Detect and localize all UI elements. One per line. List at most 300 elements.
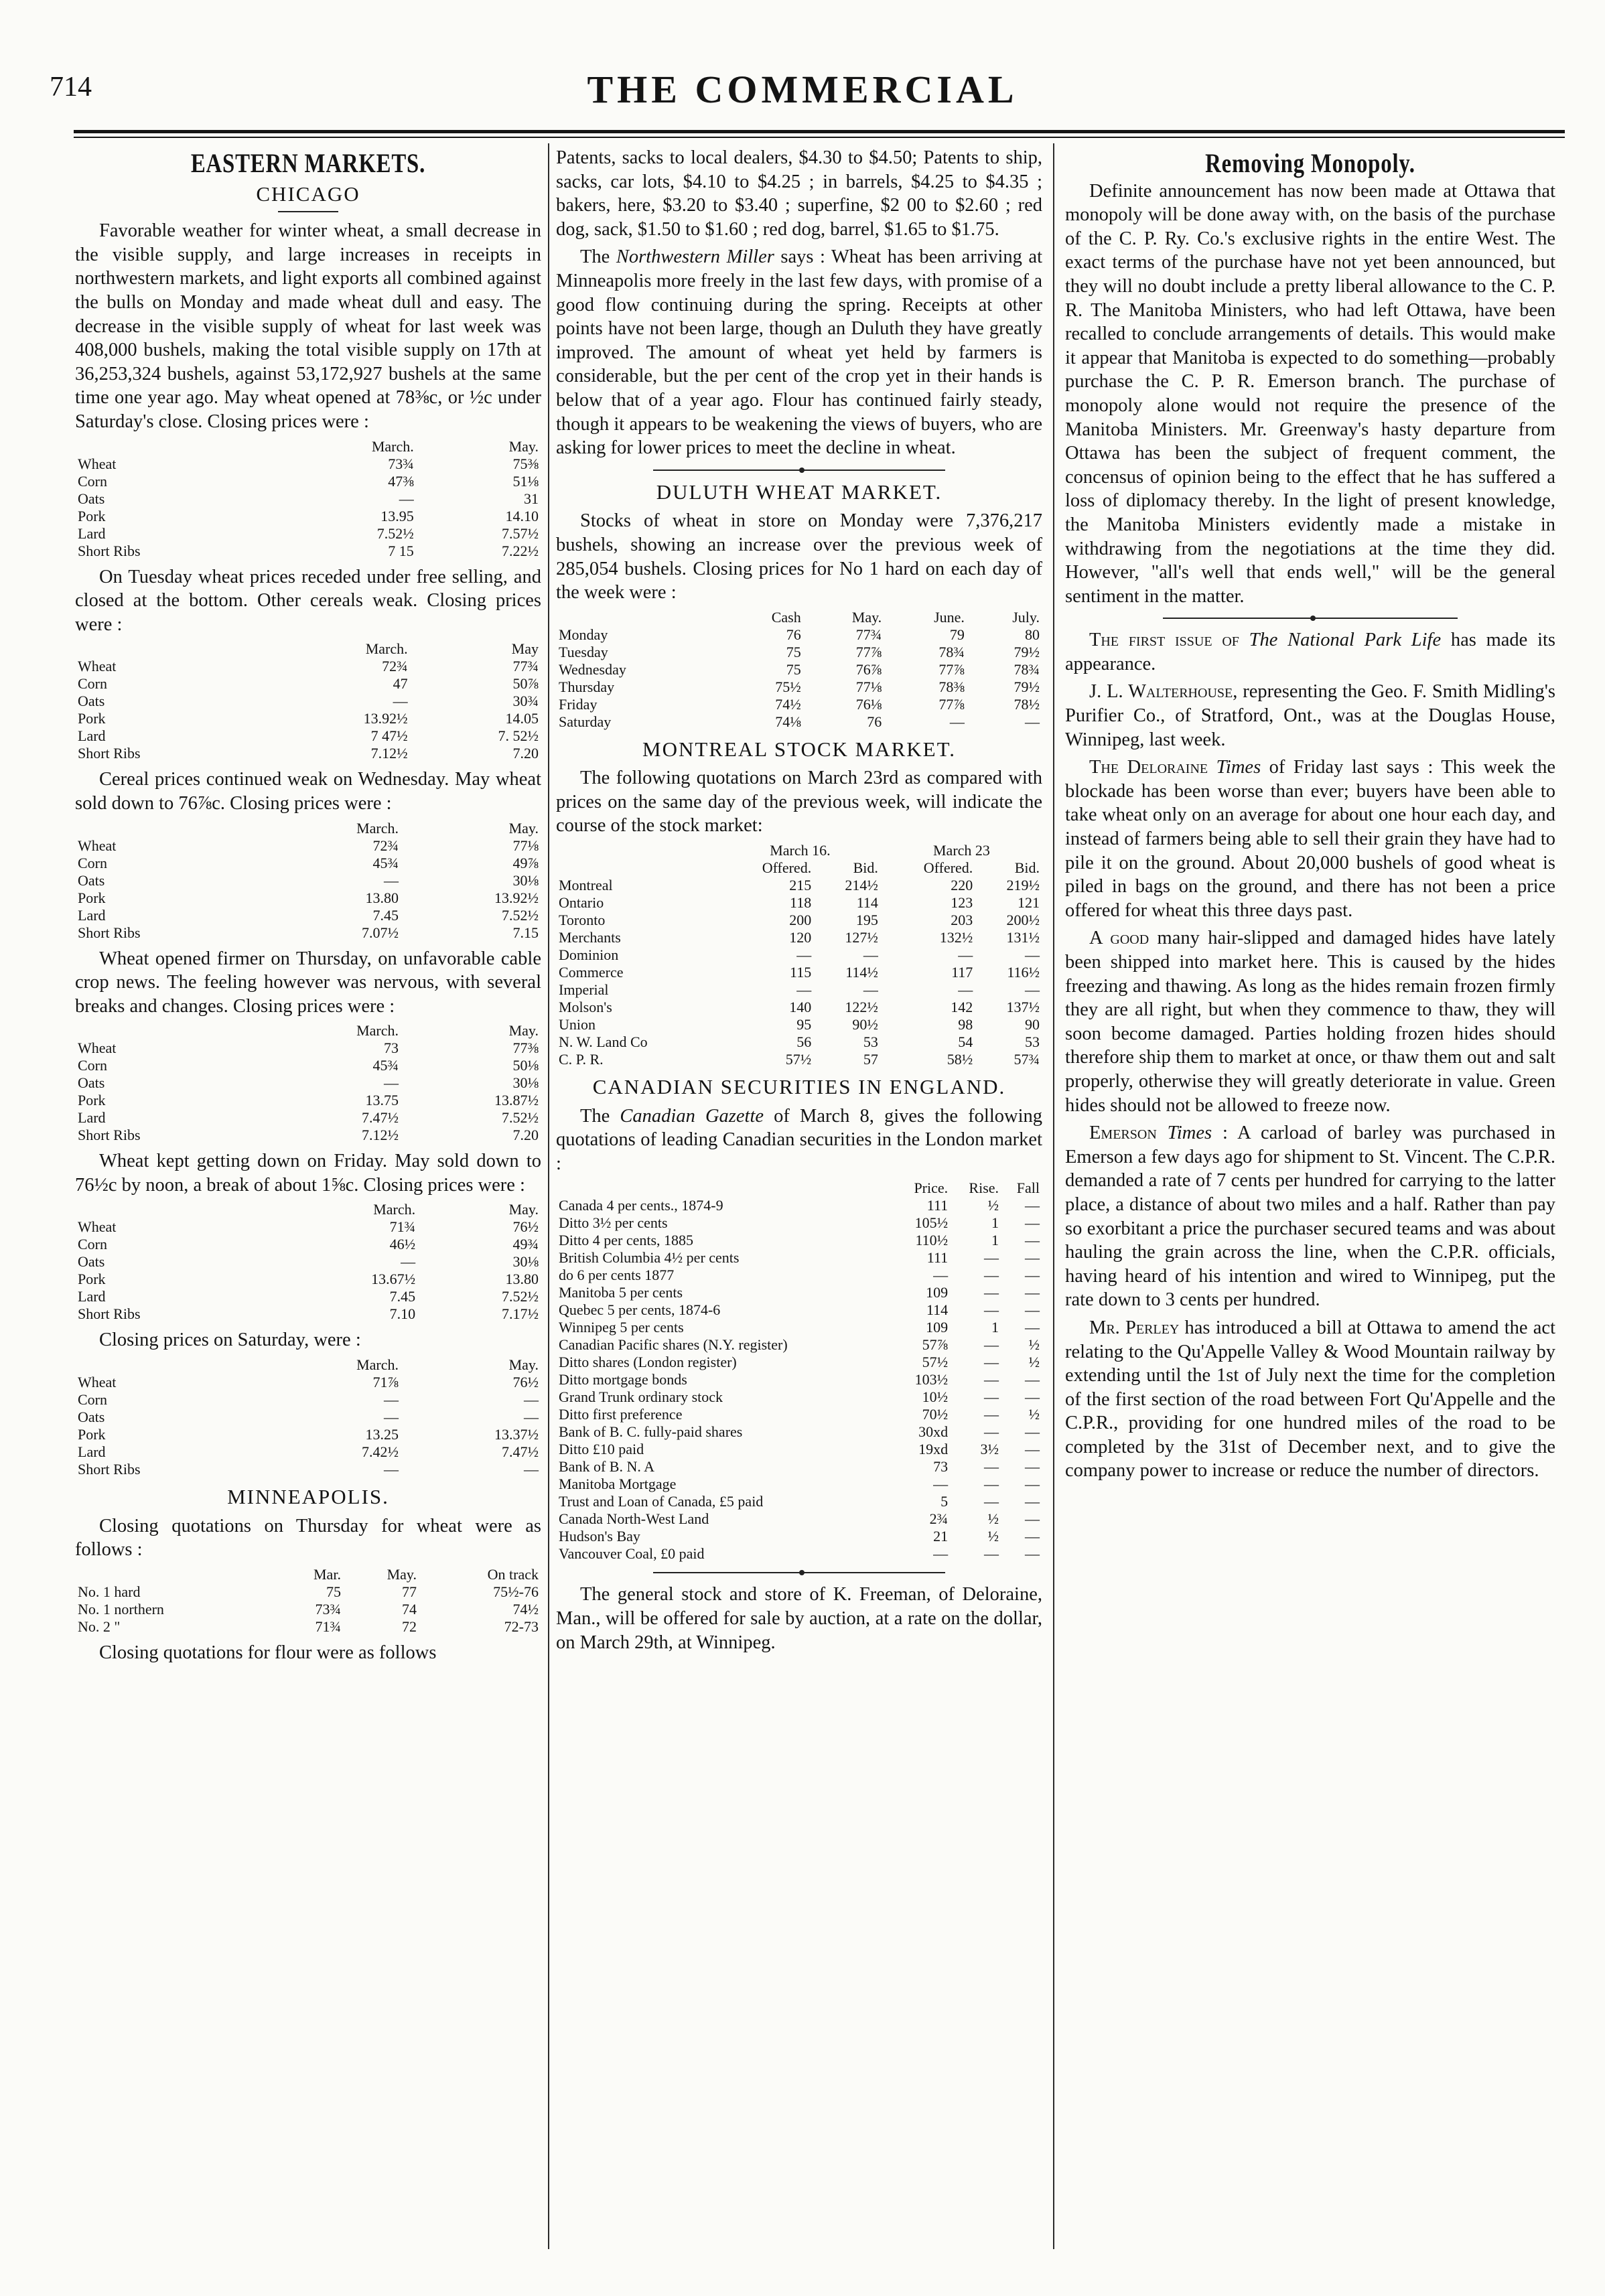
table-column-header: On track — [487, 1565, 539, 1583]
table-cell: 30⅛ — [512, 1074, 539, 1092]
table-cell: 73 — [384, 1039, 399, 1057]
table-row — [75, 745, 541, 762]
table-column-header: May. — [508, 437, 539, 455]
table-cell: 75½ — [775, 678, 801, 695]
table-header-row — [75, 640, 541, 658]
chicago-tuesday-table — [75, 640, 541, 762]
minneapolis-paragraph: Closing quotations on Thursday for wheat were as follows : — [75, 1515, 541, 1561]
table-row — [556, 1388, 1042, 1406]
table-row-label: Ditto 3½ per cents — [559, 1214, 668, 1232]
table-cell: — — [1025, 1284, 1040, 1301]
table-row — [75, 907, 541, 924]
table-row — [75, 1218, 541, 1236]
table-cell: 118 — [790, 894, 812, 912]
table-cell: 30⅛ — [512, 871, 539, 889]
table-cell: 105½ — [914, 1214, 949, 1232]
table-row — [556, 1336, 1042, 1354]
table-cell: — — [384, 1461, 399, 1478]
table-cell: 7.45 — [372, 906, 399, 924]
table-cell: 220 — [951, 877, 973, 894]
table-cell: — — [984, 1545, 999, 1563]
table-cell: 2¾ — [929, 1510, 949, 1528]
table-row-label: Oats — [78, 1253, 105, 1271]
table-group-header: March 16. — [770, 842, 831, 859]
table-header-row — [75, 820, 541, 837]
table-cell: 74⅛ — [775, 713, 801, 730]
table-row-label: Canada North-West Land — [559, 1510, 709, 1528]
table-cell: — — [1025, 1249, 1040, 1267]
table-cell: 14.05 — [505, 710, 539, 727]
table-cell: — — [384, 1409, 399, 1426]
table-cell: 78¾ — [938, 643, 965, 660]
chicago-thursday-paragraph: Wheat opened firmer on Thursday, on unfavorable cable crop news. The feeling however was nervous, with several breaks and changes. Closing prices were : — [75, 948, 541, 1017]
table-cell: 75 — [786, 660, 801, 678]
table-cell: — — [984, 1249, 999, 1267]
table-row — [556, 661, 1042, 678]
table-column-header: March. — [356, 1356, 399, 1374]
flour-quotations-paragraph: Closing quotations for flour were as follows — [99, 1642, 437, 1663]
table-cell: 5 — [940, 1493, 949, 1510]
table-cell: 51⅛ — [512, 472, 539, 490]
table-cell: — — [1025, 1476, 1040, 1493]
table-cell: — — [796, 946, 812, 964]
table-cell: 57¾ — [1014, 1051, 1040, 1068]
table-cell: 121 — [1018, 894, 1040, 912]
table-cell: 195 — [855, 912, 878, 929]
table-row-label: Toronto — [559, 912, 606, 929]
text-run: The Deloraine — [1089, 757, 1216, 778]
table-row — [556, 1051, 1042, 1068]
table-row — [556, 1406, 1042, 1423]
table-cell: 131½ — [1006, 929, 1040, 946]
table-row — [556, 1232, 1042, 1249]
text-run: A good — [1089, 928, 1149, 949]
table-cell: 109 — [926, 1319, 949, 1336]
table-column-header: Bid. — [1014, 859, 1040, 877]
table-cell: 47⅜ — [388, 472, 414, 490]
table-cell: 77⅞ — [938, 695, 965, 713]
table-cell: 7.52½ — [502, 1109, 539, 1127]
table-cell: 46½ — [389, 1236, 416, 1253]
table-cell: 54 — [958, 1033, 973, 1051]
table-cell: 77¾ — [512, 658, 539, 675]
table-row-label: Corn — [78, 472, 107, 490]
table-row-label: Pork — [78, 1271, 106, 1288]
table-row — [556, 1528, 1042, 1545]
table-row — [75, 1074, 541, 1092]
table-row — [75, 1305, 541, 1323]
table-cell: — — [984, 1371, 999, 1388]
table-row-label: Manitoba Mortgage — [559, 1476, 677, 1493]
table-cell: — — [1025, 1197, 1040, 1214]
table-column-header: March. — [356, 819, 399, 837]
table-row-label: Hudson's Bay — [559, 1528, 640, 1545]
table-row-label: Ontario — [559, 894, 604, 912]
table-row-label: No. 2 " — [78, 1618, 121, 1635]
chicago-friday-paragraph: Wheat kept getting down on Friday. May sold down to 76½c by noon, a break of about 1⅝c. Closing prices were : — [75, 1151, 541, 1196]
table-cell: 13.80 — [505, 1271, 539, 1288]
table-row-label: Wheat — [78, 1218, 117, 1236]
table-blank-cell — [556, 859, 719, 877]
table-row — [75, 872, 541, 889]
table-column-header: May. — [508, 1022, 539, 1039]
table-cell: 74½ — [512, 1600, 539, 1618]
table-cell: — — [984, 1336, 999, 1354]
table-cell: 50⅞ — [512, 675, 539, 693]
table-cell: 77⅞ — [938, 660, 965, 678]
table-cell: 132½ — [939, 929, 973, 946]
table-cell: — — [984, 1476, 999, 1493]
table-cell: 72¾ — [382, 658, 408, 675]
table-header-row — [556, 1179, 1042, 1197]
table-column-header: Fall — [1016, 1179, 1040, 1197]
table-cell: — — [984, 1267, 999, 1284]
table-row — [556, 644, 1042, 661]
table-row-label: Pork — [78, 507, 106, 524]
table-cell: 58½ — [947, 1051, 973, 1068]
table-cell: 111 — [926, 1249, 949, 1267]
table-cell: 72¾ — [372, 837, 399, 854]
securities-table — [556, 1179, 1042, 1563]
text-run: has made its appearance. — [1065, 630, 1555, 674]
table-cell: — — [524, 1409, 539, 1426]
table-row — [75, 1057, 541, 1074]
table-row-label: Wheat — [78, 455, 117, 472]
page-number: 714 — [50, 72, 92, 102]
table-row — [75, 1461, 541, 1478]
table-cell: 90 — [1025, 1016, 1040, 1033]
table-blank-cell — [75, 820, 267, 837]
table-cell: 19xd — [918, 1441, 949, 1458]
table-row — [75, 455, 541, 473]
table-row-label: Dominion — [559, 946, 619, 964]
removing-monopoly-title: Removing Monopoly. — [1205, 148, 1415, 178]
chicago-monday-paragraph: Favorable weather for winter wheat, a small decrease in the visible supply, and large increases in receipts in northwestern markets, and light exports all combined against the bulls on Monday and made wheat dull and easy. The decrease in the visible supply of wheat for last week was 408,000 bushels, making the total visible supply on 17th at 36,253,324 bushels, against 53,172,927 bushels at the same time one year ago. May wheat opened at 78⅜c, or ½c under Saturday's close. Closing prices were : — [75, 220, 541, 432]
table-cell: 7.12½ — [370, 745, 408, 762]
table-row — [556, 1493, 1042, 1510]
masthead: THE COMMERCIAL — [587, 68, 1018, 111]
duluth-paragraph: Stocks of wheat in store on Monday were 7,376,217 bushels, showing an increase over the previous week of 285,054 bushels. Closing prices for No 1 hard on each day of the week were : — [556, 510, 1042, 603]
table-row-label: Pork — [78, 1426, 106, 1443]
table-cell: 74½ — [775, 695, 801, 713]
table-row-label: Winnipeg 5 per cents — [559, 1319, 684, 1336]
table-cell: 77⅞ — [855, 643, 882, 660]
table-blank-cell — [556, 842, 719, 859]
table-row-label: Short Ribs — [78, 1461, 141, 1478]
table-cell: — — [1025, 1528, 1040, 1545]
table-cell: 77¾ — [855, 626, 882, 643]
table-cell: 109 — [926, 1284, 949, 1301]
chicago-saturday-paragraph: Closing prices on Saturday, were : — [99, 1330, 361, 1351]
table-cell: 7.57½ — [502, 524, 539, 542]
table-blank-cell — [556, 1179, 894, 1197]
table-column-header: Mar. — [313, 1565, 341, 1583]
table-cell: ½ — [1028, 1336, 1040, 1354]
table-row-label: Wheat — [78, 1374, 117, 1391]
chicago-wednesday-table — [75, 820, 541, 942]
table-row-label: Montreal — [559, 877, 613, 894]
table-cell: 77⅜ — [512, 1039, 539, 1057]
table-cell: — — [984, 1458, 999, 1476]
table-column-header: May. — [508, 1356, 539, 1374]
table-cell: 45¾ — [372, 1057, 399, 1074]
table-row-label: Wednesday — [559, 660, 626, 678]
table-cell: 76⅞ — [855, 660, 882, 678]
table-row-label: Pork — [78, 710, 106, 727]
header-rule-thick — [74, 130, 1565, 133]
table-cell: 95 — [796, 1016, 812, 1033]
table-column-header: Offered. — [923, 859, 973, 877]
table-row — [556, 1458, 1042, 1476]
table-cell: 70½ — [922, 1406, 949, 1423]
table-row — [556, 1319, 1042, 1336]
table-blank-cell — [75, 1201, 273, 1218]
table-cell: 114 — [856, 894, 878, 912]
table-cell: 140 — [789, 999, 812, 1016]
short-rule — [278, 211, 338, 212]
minneapolis-table — [75, 1566, 541, 1636]
table-cell: 7.20 — [512, 1127, 539, 1144]
table-cell: 7.47½ — [502, 1443, 539, 1461]
table-row-label: Ditto 4 per cents, 1885 — [559, 1232, 694, 1249]
table-cell: ½ — [987, 1528, 999, 1545]
table-row — [75, 1409, 541, 1426]
table-row-label: Oats — [78, 1409, 105, 1426]
table-row — [75, 693, 541, 710]
column-1 — [75, 146, 541, 2256]
table-row — [75, 1583, 541, 1601]
publication-name: Canadian Gazette — [620, 1105, 764, 1127]
text-run: The — [580, 1105, 620, 1127]
table-cell: 78⅜ — [938, 678, 965, 695]
duluth-heading: DULUTH WHEAT MARKET. — [656, 480, 943, 504]
table-cell: 7.07½ — [362, 924, 399, 941]
table-row-label: Wheat — [78, 1039, 117, 1057]
table-row-label: Short Ribs — [78, 1127, 141, 1144]
table-row-label: Ditto first preference — [559, 1406, 683, 1423]
table-cell: 137½ — [1006, 999, 1040, 1016]
table-row — [75, 1253, 541, 1271]
table-row-label: Short Ribs — [78, 924, 141, 941]
duluth-table — [556, 609, 1042, 731]
table-cell: 49⅞ — [512, 854, 539, 871]
page-header — [0, 0, 1605, 134]
table-cell: — — [984, 1493, 999, 1510]
table-cell: 7.12½ — [362, 1127, 399, 1144]
table-row — [556, 1249, 1042, 1267]
table-row-label: Lard — [78, 727, 106, 745]
table-cell: — — [949, 713, 965, 730]
section-separator — [653, 470, 945, 471]
table-row — [75, 889, 541, 907]
table-row — [556, 1267, 1042, 1284]
table-row-label: Ditto mortgage bonds — [559, 1371, 687, 1388]
table-row-label: Bank of B. C. fully-paid shares — [559, 1423, 743, 1441]
table-column-header: Offered. — [762, 859, 812, 877]
table-cell: — — [1025, 1319, 1040, 1336]
table-cell: 142 — [951, 999, 973, 1016]
table-row — [556, 1197, 1042, 1214]
table-cell: — — [984, 1284, 999, 1301]
table-row — [75, 473, 541, 490]
table-cell: 75 — [786, 643, 801, 660]
table-cell: 7.17½ — [502, 1305, 539, 1323]
table-cell: 200½ — [1006, 912, 1040, 929]
table-row — [75, 525, 541, 543]
table-cell: — — [863, 946, 878, 964]
table-cell: 75½-76 — [493, 1583, 539, 1600]
chicago-monday-table — [75, 438, 541, 560]
table-cell: 45¾ — [372, 854, 399, 871]
chicago-tuesday-paragraph: On Tuesday wheat prices receded under free selling, and closed at the bottom. Other cereals weak. Closing prices were : — [75, 566, 541, 635]
table-column-header: July. — [1012, 608, 1040, 626]
table-cell: 47 — [393, 675, 408, 693]
table-cell: — — [524, 1461, 539, 1478]
column-3 — [1065, 146, 1555, 2256]
table-row-label: Lard — [78, 906, 106, 924]
table-column-header: May. — [508, 819, 539, 837]
table-row — [556, 1371, 1042, 1388]
table-cell: 13.80 — [365, 889, 399, 906]
table-column-header: March. — [371, 437, 414, 455]
table-cell: 13.25 — [365, 1426, 399, 1443]
table-cell: 30xd — [918, 1423, 949, 1441]
table-cell: 80 — [1025, 626, 1040, 643]
table-row-label: Lard — [78, 1443, 106, 1461]
table-row — [556, 1510, 1042, 1528]
table-cell: 13.92½ — [494, 889, 539, 906]
table-row — [75, 1039, 541, 1057]
table-row — [75, 658, 541, 675]
table-cell: — — [1025, 1214, 1040, 1232]
table-row — [75, 543, 541, 560]
table-row — [556, 1476, 1042, 1493]
table-cell: 75⅜ — [512, 455, 539, 472]
table-row — [75, 1271, 541, 1288]
table-cell: 57⅞ — [922, 1336, 949, 1354]
table-row-label: British Columbia 4½ per cents — [559, 1249, 740, 1267]
chicago-saturday-table — [75, 1356, 541, 1478]
table-cell: — — [384, 1391, 399, 1409]
text-run: has introduced a bill at Ottawa to amend the act relating to the Qu'Appelle Valley & Wood Mountain railway by extending until the 1st of July next the time for the completion of the first section of the road between Fort Qu'Appelle and the C.P.R., providing for one hundred miles of the road to be completed by the 31st of December next, and to give the company power to increase or reduce the number of directors. — [1065, 1317, 1555, 1482]
table-cell: — — [863, 981, 878, 999]
flour-prices-paragraph: Patents, sacks to local dealers, $4.30 to $4.50; Patents to ship, sacks, car lots, $4.10 to $4.25 ; in barrels, $4.25 to $4.35 ; bakers, here, $3.20 to $3.40 ; superfine, $2 00 to $2.60 ; red dog, sack, $1.50 to $1.60 ; red dog, barrel, $1.65 to $1.75. — [556, 147, 1042, 240]
table-cell: — — [1025, 713, 1040, 730]
table-row-label: Quebec 5 per cents, 1874-6 — [559, 1301, 721, 1319]
chicago-friday-table — [75, 1201, 541, 1323]
table-row — [556, 713, 1042, 731]
table-cell: 110½ — [915, 1232, 949, 1249]
table-cell: 73¾ — [388, 455, 414, 472]
table-row — [75, 924, 541, 942]
deloraine-times-paragraph — [1065, 756, 1555, 922]
table-header-row — [75, 1356, 541, 1374]
table-cell: 57½ — [785, 1051, 812, 1068]
table-cell: 57½ — [922, 1354, 949, 1371]
table-cell: 73¾ — [315, 1600, 341, 1618]
table-row-label: Wheat — [78, 837, 117, 854]
table-row — [556, 929, 1042, 946]
table-column-header: May. — [851, 608, 882, 626]
table-cell: — — [958, 981, 973, 999]
table-group-header: March 23 — [933, 842, 990, 859]
text-run: The — [580, 246, 616, 268]
table-column-header: May — [511, 640, 539, 658]
table-cell: — — [1025, 1458, 1040, 1476]
table-row — [75, 1426, 541, 1443]
table-cell: — — [1025, 1510, 1040, 1528]
table-cell: — — [1025, 1371, 1040, 1388]
publication-name: The National Park Life — [1249, 630, 1442, 651]
table-row — [556, 696, 1042, 713]
table-cell: 7 15 — [388, 542, 414, 559]
table-cell: 7.10 — [389, 1305, 416, 1323]
table-cell: 77⅛ — [855, 678, 882, 695]
table-column-header: March. — [356, 1022, 399, 1039]
table-row — [75, 837, 541, 855]
column-2 — [556, 146, 1042, 2256]
table-cell: — — [401, 1253, 416, 1271]
table-cell: 7.15 — [512, 924, 539, 941]
table-row — [75, 1601, 541, 1618]
table-cell: 103½ — [914, 1371, 949, 1388]
table-row — [556, 1545, 1042, 1563]
person-name: Mr. Perley — [1089, 1317, 1180, 1338]
table-cell: 77 — [402, 1583, 417, 1600]
table-cell: 53 — [1025, 1033, 1040, 1051]
table-cell: — — [1025, 1493, 1040, 1510]
table-cell: 76 — [867, 713, 882, 730]
table-cell: — — [933, 1267, 949, 1284]
table-cell: 122½ — [845, 999, 878, 1016]
table-row — [556, 1016, 1042, 1033]
table-cell: — — [796, 981, 812, 999]
table-row-label: No. 1 northern — [78, 1600, 164, 1618]
column-divider-2 — [1053, 143, 1054, 2249]
national-park-life-paragraph — [1065, 628, 1555, 676]
table-row-label: Corn — [78, 1391, 107, 1409]
table-row — [556, 1441, 1042, 1458]
table-cell: — — [1025, 1545, 1040, 1563]
freeman-auction-paragraph: The general stock and store of K. Freeman, of Deloraine, Man., will be offered for sale by auction, at a rate on the dollar, on March 29th, at Winnipeg. — [556, 1584, 1042, 1653]
section-separator — [1163, 618, 1457, 619]
table-cell: 30⅛ — [512, 1253, 539, 1271]
table-cell: 78¾ — [1014, 660, 1040, 678]
table-cell: — — [1025, 1301, 1040, 1319]
table-blank-cell — [75, 1022, 267, 1039]
table-row — [556, 678, 1042, 696]
table-cell: 76 — [786, 626, 801, 643]
table-cell: 72 — [402, 1618, 417, 1635]
table-cell: ½ — [1028, 1354, 1040, 1371]
table-row-label: Manitoba 5 per cents — [559, 1284, 683, 1301]
table-cell: — — [984, 1301, 999, 1319]
table-row-label: Saturday — [559, 713, 612, 730]
table-row — [556, 1033, 1042, 1051]
table-row-label: Bank of B. N. A — [559, 1458, 654, 1476]
table-cell: — — [933, 1545, 949, 1563]
publication-name: Times — [1167, 1123, 1212, 1144]
table-row-label: Lard — [78, 1288, 106, 1305]
table-cell: — — [384, 871, 399, 889]
table-column-header: Price. — [914, 1179, 949, 1197]
table-header-row — [75, 438, 541, 455]
table-header-row — [556, 609, 1042, 626]
table-row — [75, 1127, 541, 1144]
publication-name: Times — [1216, 757, 1261, 778]
table-row — [75, 1374, 541, 1391]
text-run: The first issue of — [1089, 630, 1249, 651]
